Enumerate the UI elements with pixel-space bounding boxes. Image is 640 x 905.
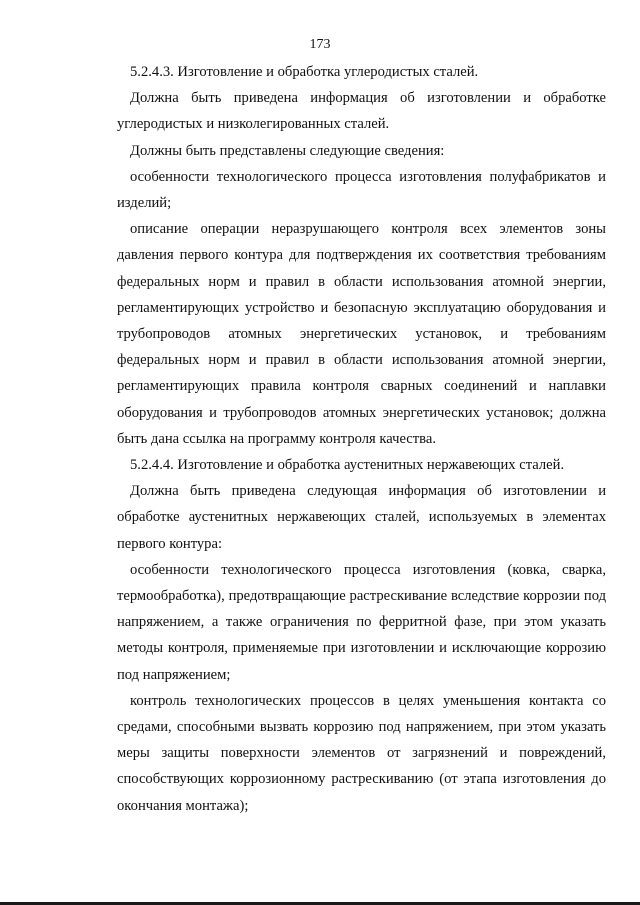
- paragraph-austenitic-steel-info: Должна быть приведена следующая информация об изготовлении и обработке аустенитных нержавеющих сталей, используемых в элементах первого контура:: [117, 483, 606, 552]
- list-item-manufacturing-process-features: особенности технологического процесса изготовления (ковка, сварка, термообработка), предотвращающие растрескивание вследствие коррозии под напряжением, а также ограничения по ферритной фазе, при этом указать методы контроля, применяемые при изготовлении и исключающие коррозию под напряжением;: [117, 561, 606, 683]
- section-heading-5-2-4-4: 5.2.4.4. Изготовление и обработка аустенитных нержавеющих сталей.: [130, 457, 565, 474]
- list-item-process-control: контроль технологических процессов в целях уменьшения контакта со средами, способными вызвать коррозию под напряжением, при этом указать меры защиты поверхности элементов от загрязнений и повреждений, способствующих коррозионному растрескиванию (от этапа изготовления до окончания монтажа);: [117, 692, 606, 814]
- section-heading-5-2-4-3: 5.2.4.3. Изготовление и обработка углеродистых сталей.: [130, 64, 479, 80]
- page-number: 173: [309, 37, 331, 52]
- list-item-ndt-description: описание операции неразрушающего контроля всех элементов зоны давления первого контура для подтверждения их соответствия требованиям федеральных норм и правил в области использования атомной энергии, регламентирующих устройство и безопасную эксплуатацию оборудования и трубопроводов атомных энергетических установок, и требованиям федеральных норм и правил в области использования атомной энергии, регламентирующих правила контроля сварных соединений и наплавки оборудования и трубопроводов атомных энергетических установок; должна быть дана ссылка на программу контроля качества.: [117, 221, 606, 447]
- list-item-process-features: особенности технологического процесса изготовления полуфабрикатов и изделий;: [117, 168, 606, 212]
- document-body: [117, 59, 606, 819]
- paragraph-required-info-intro: Должны быть представлены следующие сведения:: [130, 142, 445, 159]
- paragraph-carbon-steel-info: Должна быть приведена информация об изготовлении и обработке углеродистых и низколегированных сталей.: [117, 90, 606, 133]
